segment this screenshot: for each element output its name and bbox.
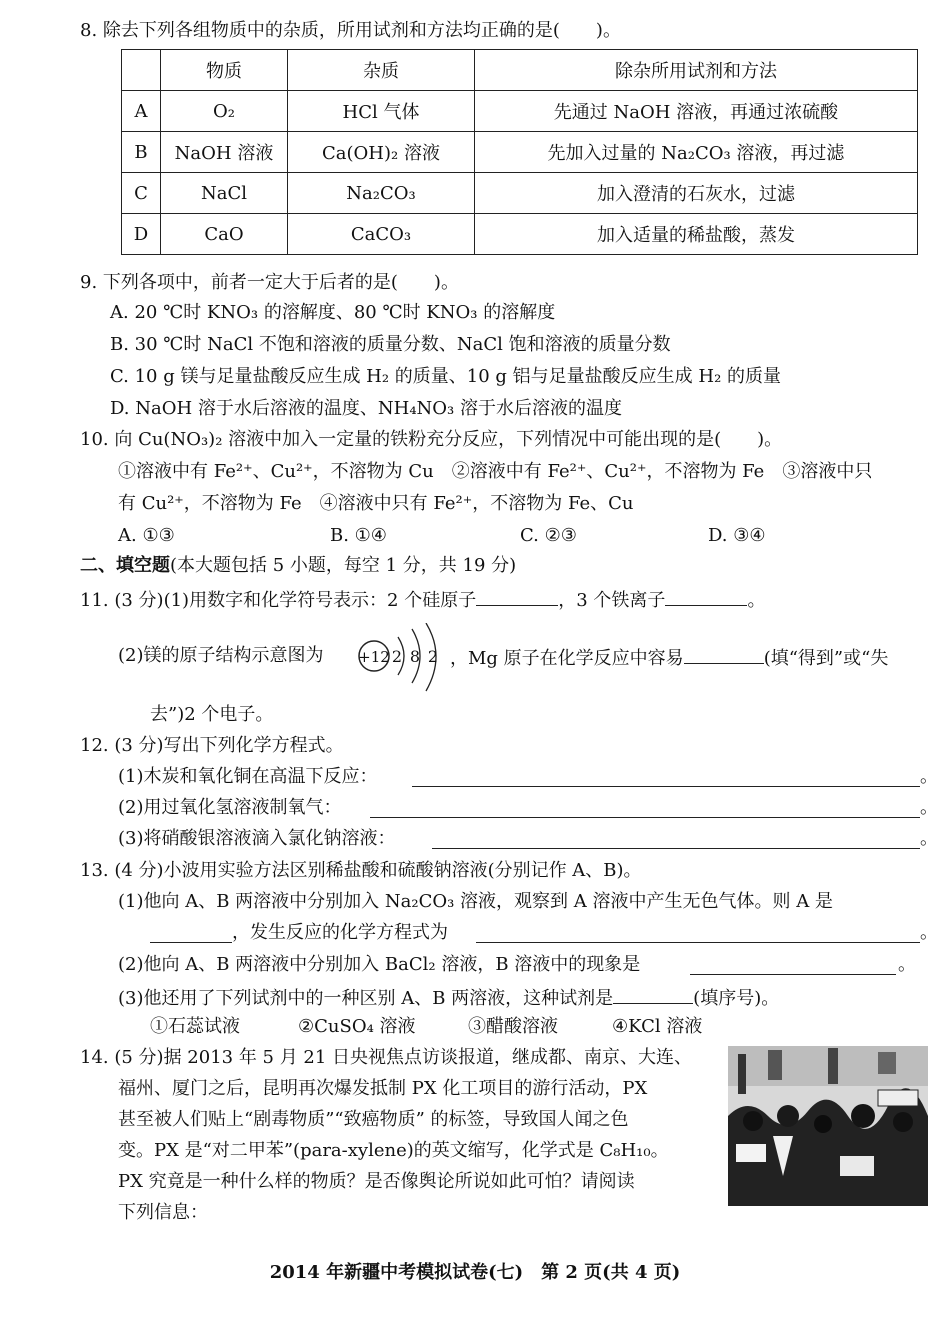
table-cell: O₂	[161, 91, 288, 132]
q13-part1: (1)他向 A、B 两溶液中分别加入 Na₂CO₃ 溶液，观察到 A 溶液中产生无色气体。则 A 是	[118, 891, 833, 912]
q11-text: ，Mg 原子在化学反应中容易	[450, 648, 684, 669]
q14-text-line: 福州、厦门之后，昆明再次爆发抵制 PX 化工项目的游行活动，PX	[118, 1078, 648, 1099]
answer-line[interactable]	[412, 785, 920, 787]
table-cell: C	[122, 173, 161, 214]
table-cell: D	[122, 214, 161, 255]
answer-blank[interactable]	[684, 643, 764, 664]
q14-text-line: 变。PX 是“对二甲苯”(para-xylene)的英文缩写，化学式是 C₈H₁₀。	[118, 1140, 669, 1161]
q9-option-d: D. NaOH 溶于水后溶液的温度、NH₄NO₃ 溶于水后溶液的温度	[110, 398, 622, 419]
q9-stem: 9. 下列各项中，前者一定大于后者的是( )。	[80, 272, 459, 293]
electron-count: 2	[391, 647, 403, 666]
table-cell: Ca(OH)₂ 溶液	[288, 132, 475, 173]
q8-stem: 8. 除去下列各组物质中的杂质，所用试剂和方法均正确的是( )。	[80, 20, 621, 41]
q14-text-line: 14. (5 分)据 2013 年 5 月 21 日央视焦点访谈报道，继成都、南京、大连、	[80, 1047, 693, 1068]
answer-line[interactable]	[150, 941, 232, 943]
answer-blank[interactable]	[665, 585, 747, 606]
table-row	[122, 132, 918, 173]
answer-blank[interactable]	[613, 983, 693, 1004]
section-heading	[80, 553, 516, 579]
q11-line3: 去”)2 个电子。	[150, 704, 274, 725]
q11-line2b	[450, 643, 888, 672]
q10-option-a: A. ①③	[118, 525, 175, 546]
q14-text-line: PX 究竟是一种什么样的物质？是否像舆论所说如此可怕？请阅读	[118, 1171, 635, 1192]
table-cell: A	[122, 91, 161, 132]
q14-text-line: 甚至被人们贴上“剧毒物质”“致癌物质” 的标签，导致国人闻之色	[118, 1109, 629, 1130]
q13-reagent-option: ④KCl 溶液	[612, 1016, 703, 1037]
q8-table	[121, 49, 918, 255]
table-cell: CaCO₃	[288, 214, 475, 255]
answer-line[interactable]	[432, 847, 920, 849]
table-header-row	[122, 50, 918, 91]
table-cell: 先通过 NaOH 溶液，再通过浓硫酸	[475, 91, 918, 132]
period: 。	[920, 797, 938, 818]
q13-text: (填序号)。	[693, 988, 780, 1009]
q13-text: (3)他还用了下列试剂中的一种区别 A、B 两溶液，这种试剂是	[118, 988, 614, 1009]
q10-stem: 10. 向 Cu(NO₃)₂ 溶液中加入一定量的铁粉充分反应，下列情况中可能出现的是( )。	[80, 429, 783, 450]
q13-part1-cont: ，发生反应的化学方程式为	[232, 922, 448, 943]
q9-option-b: B. 30 ℃时 NaCl 不饱和溶液的质量分数、NaCl 饱和溶液的质量分数	[110, 334, 671, 355]
table-row	[122, 214, 918, 255]
table-cell: 加入澄清的石灰水，过滤	[475, 173, 918, 214]
section-title: 二、填空题	[80, 555, 170, 576]
q12-part3: (3)将硝酸银溶液滴入氯化钠溶液：	[118, 828, 396, 849]
q11-text: 。	[747, 590, 766, 611]
q12-stem: 12. (3 分)写出下列化学方程式。	[80, 735, 344, 756]
q11-line1	[80, 585, 765, 614]
q10-option-b: B. ①④	[330, 525, 387, 546]
period: 。	[920, 766, 938, 787]
q11-text: 11. (3 分)(1)用数字和化学符号表示：2 个硅原子	[80, 590, 477, 611]
q13-reagent-option: ③醋酸溶液	[468, 1016, 558, 1037]
answer-line[interactable]	[476, 941, 920, 943]
section-note: (本大题包括 5 小题，每空 1 分，共 19 分)	[170, 555, 517, 576]
q11-text: (填“得到”或“失	[763, 648, 889, 669]
table-cell: 加入适量的稀盐酸，蒸发	[475, 214, 918, 255]
q12-part2: (2)用过氧化氢溶液制氧气：	[118, 797, 342, 818]
answer-line[interactable]	[690, 973, 896, 975]
table-row	[122, 91, 918, 132]
q10-statement-line: 有 Cu²⁺，不溶物为 Fe ④溶液中只有 Fe²⁺，不溶物为 Fe、Cu	[118, 493, 634, 514]
q13-reagent-option: ①石蕊试液	[150, 1016, 240, 1037]
period: 。	[920, 922, 938, 943]
table-cell: 先加入过量的 Na₂CO₃ 溶液，再过滤	[475, 132, 918, 173]
q13-part2: (2)他向 A、B 两溶液中分别加入 BaCl₂ 溶液，B 溶液中的现象是	[118, 954, 641, 975]
q10-statement-line: ①溶液中有 Fe²⁺、Cu²⁺，不溶物为 Cu ②溶液中有 Fe²⁺、Cu²⁺，不溶物为 Fe ③溶液中只	[118, 461, 873, 482]
table-cell: CaO	[161, 214, 288, 255]
nucleus-charge: +12	[358, 648, 390, 666]
table-cell: Na₂CO₃	[288, 173, 475, 214]
q13-reagent-option: ②CuSO₄ 溶液	[298, 1016, 416, 1037]
table-cell: NaCl	[161, 173, 288, 214]
table-row	[122, 173, 918, 214]
table-header-cell: 杂质	[288, 50, 475, 91]
table-header-cell: 物质	[161, 50, 288, 91]
table-header-cell	[122, 50, 161, 91]
q13-part3	[118, 983, 779, 1012]
q10-option-c: C. ②③	[520, 525, 577, 546]
q13-stem: 13. (4 分)小波用实验方法区别稀盐酸和硫酸钠溶液(分别记作 A、B)。	[80, 860, 642, 881]
answer-line[interactable]	[370, 816, 920, 818]
period: 。	[898, 954, 916, 975]
answer-blank[interactable]	[476, 585, 558, 606]
protest-photo	[728, 1046, 928, 1206]
q9-option-c: C. 10 g 镁与足量盐酸反应生成 H₂ 的质量、10 g 铝与足量盐酸反应生成 H₂ 的质量	[110, 366, 782, 387]
q11-line2a: (2)镁的原子结构示意图为	[118, 645, 324, 666]
q11-text: ，3 个铁离子	[558, 590, 666, 611]
atom-structure-diagram	[354, 623, 450, 693]
protest-photo-image	[728, 1046, 928, 1206]
electron-count: 2	[427, 647, 439, 666]
q14-text-line: 下列信息：	[118, 1202, 208, 1223]
table-cell: B	[122, 132, 161, 173]
q9-option-a: A. 20 ℃时 KNO₃ 的溶解度、80 ℃时 KNO₃ 的溶解度	[110, 302, 556, 323]
period: 。	[920, 828, 938, 849]
table-header-cell: 除杂所用试剂和方法	[475, 50, 918, 91]
q10-option-d: D. ③④	[708, 525, 766, 546]
electron-count: 8	[409, 647, 421, 666]
page-footer: 2014 年新疆中考模拟试卷(七) 第 2 页(共 4 页)	[269, 1262, 681, 1283]
q12-part1: (1)木炭和氧化铜在高温下反应：	[118, 766, 378, 787]
table-cell: NaOH 溶液	[161, 132, 288, 173]
table-cell: HCl 气体	[288, 91, 475, 132]
